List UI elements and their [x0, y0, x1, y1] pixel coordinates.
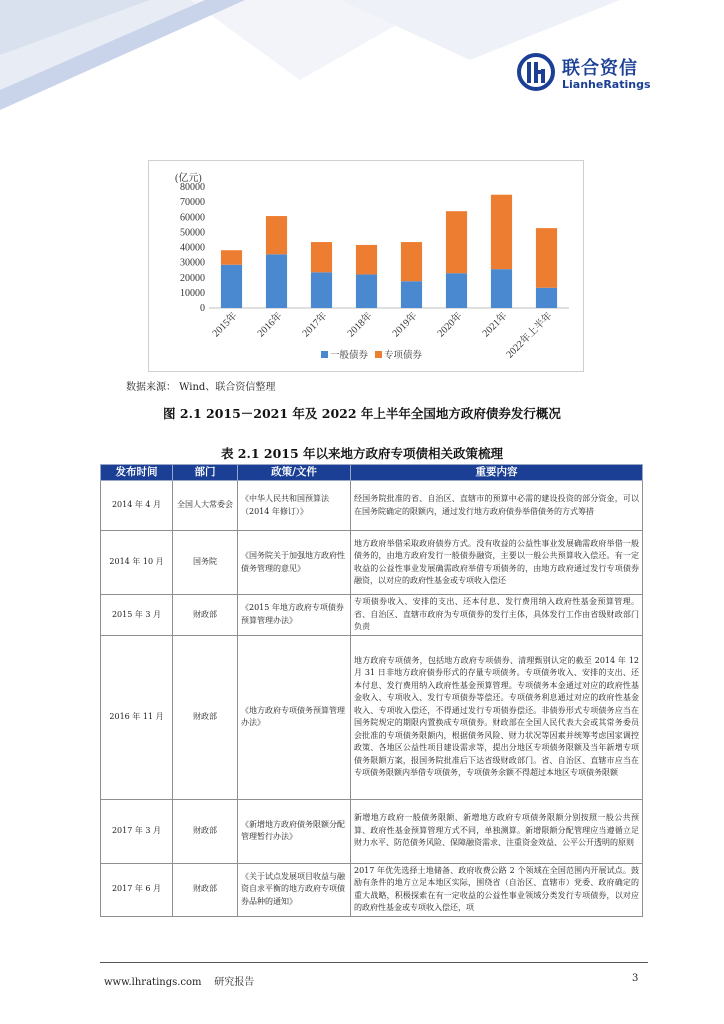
policy-table — [100, 464, 643, 917]
cell-date: 2017 年 6 月 — [101, 863, 173, 916]
cell-dept: 财政部 — [173, 863, 238, 916]
cell-dept: 财政部 — [173, 799, 238, 863]
lianhe-logo-icon — [516, 52, 556, 92]
table-row — [101, 799, 643, 863]
cell-content: 地方政府专项债务，包括地方政府专项债券、清理甄别认定的截至 2014 年 12 月 31 日非地方政府债券形式的存量专项债务。专项债务收入、安排的支出、还本付息、发行费用纳入政府性基金预算管理。专项债务本金通过对应的政府性基金收入、专项收入、发行专项债券等偿还。专项债务利息通过对应的政府性基金收入、专项收入偿还，不得通过发行专项债券偿还。非债券形式专项债务应当在国务院规定的期限内置换成专项债券。财政部在全国人民代表大会或其常务委员会批准的专项债务限额内，根据债务风险、财力状况等因素并统筹考虑国家调控政策、各地区公益性项目建设需求等，提出分地区专项债务限额及当年新增专项债务限额方案，报国务院批准后下达省级财政部门。省、自治区、直辖市应当在专项债务限额内举借专项债务，专项债务余额不得超过本地区专项债务限额 — [351, 635, 643, 799]
bar-general-bond — [311, 272, 332, 308]
bar-special-bond — [266, 216, 287, 254]
cell-dept: 国务院 — [173, 531, 238, 595]
footer-left — [104, 973, 254, 988]
x-tick-label: 2015年 — [210, 310, 240, 340]
logo-text-cn: 联合资信 — [562, 58, 638, 79]
x-tick-label: 2016年 — [255, 310, 285, 340]
bar-general-bond — [356, 274, 377, 308]
bar-general-bond — [401, 281, 422, 308]
y-tick-label: 10000 — [180, 287, 205, 299]
y-tick-label: 40000 — [180, 242, 205, 254]
table-row — [101, 481, 643, 531]
bar-special-bond — [221, 250, 242, 265]
x-tick-label: 2018年 — [345, 310, 375, 340]
x-tick-label: 2020年 — [435, 310, 465, 340]
cell-policy: 《2015 年地方政府专项债券预算管理办法》 — [238, 595, 351, 636]
bar-general-bond — [491, 269, 512, 308]
cell-content: 新增地方政府一般债务限额、新增地方政府专项债务限额分别按照一般公共预算、政府性基金预算管理方式不同，单独测算。新增限额分配管理应当遵循立足财力水平、防范债务风险、保障融资需求、注重资金效益、公平公开透明的原则 — [351, 799, 643, 863]
cell-policy: 《国务院关于加强地方政府性债务管理的意见》 — [238, 531, 351, 595]
cell-policy: 《关于试点发展项目收益与融资自求平衡的地方政府专项债券品种的通知》 — [238, 863, 351, 916]
y-tick-label: 30000 — [180, 257, 205, 269]
y-tick-label: 80000 — [180, 182, 205, 193]
y-tick-label: 0 — [200, 303, 205, 314]
bar-general-bond — [221, 265, 242, 308]
y-unit-label: (亿元) — [175, 173, 202, 184]
footer-website: www.lhratings.com — [104, 977, 202, 988]
y-tick-label: 20000 — [180, 272, 205, 284]
table-row — [101, 635, 643, 799]
footer-divider — [100, 962, 648, 963]
header-date: 发布时间 — [101, 465, 173, 481]
legend-swatch-general — [321, 351, 328, 358]
header-policy: 政策/文件 — [238, 465, 351, 481]
bond-issuance-chart — [148, 160, 584, 372]
table-row — [101, 863, 643, 916]
cell-content: 专项债券收入、安排的支出、还本付息、发行费用纳入政府性基金预算管理。省、自治区、直辖市政府为专项债券的发行主体，具体发行工作由省级财政部门负责 — [351, 595, 643, 636]
table-row — [101, 531, 643, 595]
legend-label: 专项债券 — [384, 351, 423, 361]
bar-special-bond — [446, 211, 467, 273]
bar-general-bond — [266, 254, 287, 308]
cell-dept: 财政部 — [173, 595, 238, 636]
figure-caption: 图 2.1 2015－2021 年及 2022 年上半年全国地方政府债券发行概况 — [163, 406, 561, 421]
header-content: 重要内容 — [351, 465, 643, 481]
cell-date: 2015 年 3 月 — [101, 595, 173, 636]
y-tick-label: 70000 — [180, 197, 205, 209]
page-number: 3 — [632, 973, 639, 984]
bar-special-bond — [401, 242, 422, 281]
cell-content: 经国务院批准的省、自治区、直辖市的预算中必需的建设投资的部分资金，可以在国务院确定的限额内，通过发行地方政府债券举借债务的方式筹措 — [351, 481, 643, 531]
company-logo — [516, 52, 676, 98]
header-dept: 部门 — [173, 465, 238, 481]
source-note: 数据来源： Wind、联合资信整理 — [126, 382, 276, 393]
cell-dept: 财政部 — [173, 635, 238, 799]
cell-policy: 《中华人民共和国预算法（2014 年修订）》 — [238, 481, 351, 531]
bar-general-bond — [536, 288, 557, 308]
bar-special-bond — [491, 195, 512, 269]
legend-label: 一般债券 — [330, 351, 369, 361]
bar-special-bond — [536, 228, 557, 288]
x-tick-label: 2017年 — [300, 310, 330, 340]
x-tick-label: 2021年 — [480, 310, 510, 340]
cell-date: 2017 年 3 月 — [101, 799, 173, 863]
cell-dept: 全国人大常委会 — [173, 481, 238, 531]
cell-content: 地方政府举借采取政府债券方式。没有收益的公益性事业发展确需政府举借一般债务的，由地方政府发行一般债券融资，主要以一般公共预算收入偿还。有一定收益的公益性事业发展确需政府举借专项债务的，由地方政府通过发行专项债券融资，以对应的政府性基金或专项收入偿还 — [351, 531, 643, 595]
cell-policy: 《新增地方政府债务限额分配管理暂行办法》 — [238, 799, 351, 863]
cell-date: 2016 年 11 月 — [101, 635, 173, 799]
y-tick-label: 50000 — [180, 227, 205, 239]
cell-content: 2017 年优先选择土地储备、政府收费公路 2 个领域在全国范围内开展试点。鼓励有条件的地方立足本地区实际，围绕省（自治区、直辖市）党委、政府确定的重大战略，积极探索在有一定收益的公益性事业领域分类发行专项债券，以对应的政府性基金或专项收入偿还，项 — [351, 863, 643, 916]
x-tick-label: 2022年上半年 — [504, 310, 555, 361]
cell-date: 2014 年 4 月 — [101, 481, 173, 531]
x-tick-label: 2019年 — [390, 310, 420, 340]
legend-swatch-special — [375, 351, 382, 358]
bar-special-bond — [311, 242, 332, 272]
cell-policy: 《地方政府专项债务预算管理办法》 — [238, 635, 351, 799]
table-row — [101, 595, 643, 636]
cell-date: 2014 年 10 月 — [101, 531, 173, 595]
bar-general-bond — [446, 273, 467, 308]
chart-svg — [149, 161, 583, 371]
y-tick-label: 60000 — [180, 212, 205, 224]
bar-special-bond — [356, 245, 377, 274]
footer-report-type: 研究报告 — [214, 977, 255, 988]
logo-text-en: LianheRatings — [562, 78, 651, 91]
table-caption: 表 2.1 2015 年以来地方政府专项债相关政策梳理 — [220, 446, 504, 461]
table-header-row — [101, 465, 643, 481]
